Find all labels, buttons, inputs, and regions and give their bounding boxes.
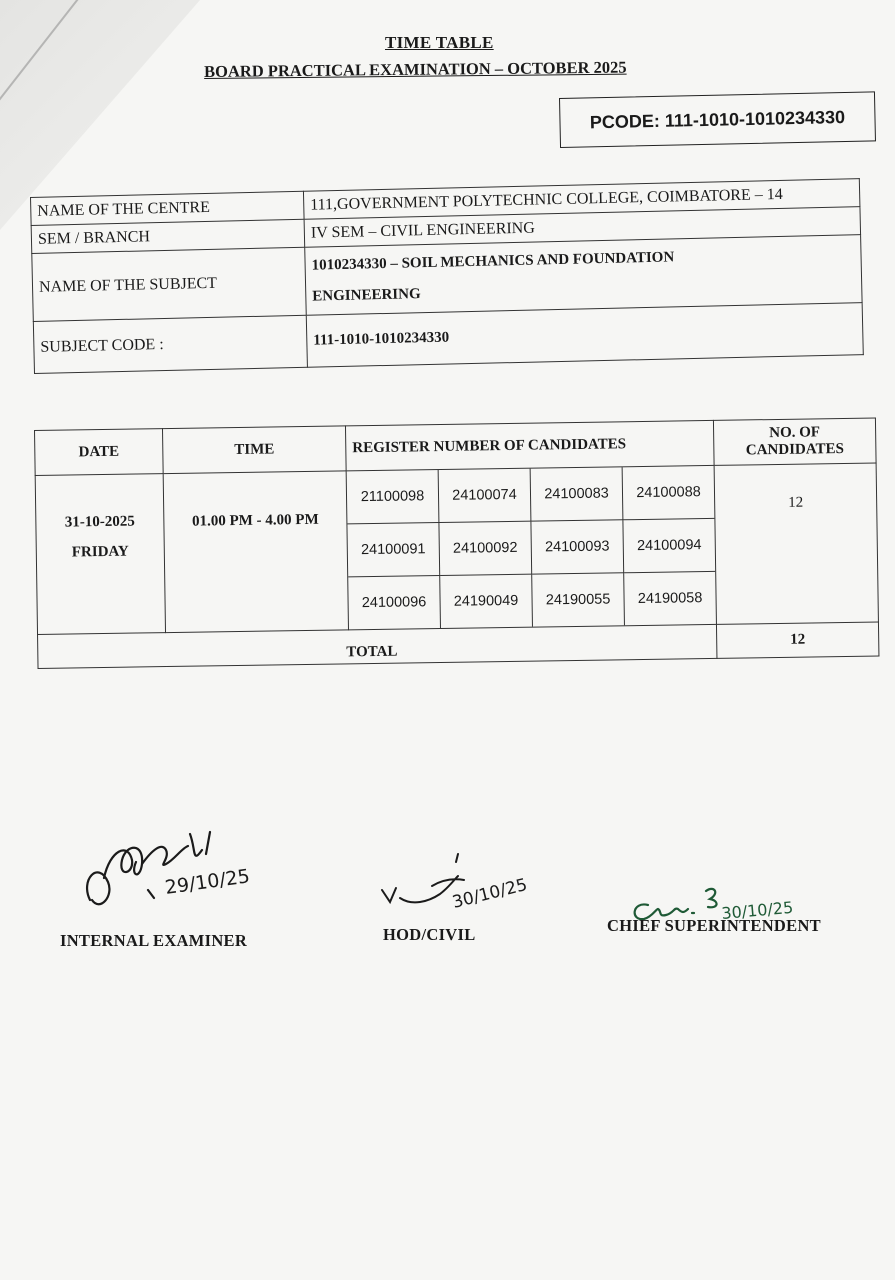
count-header: NO. OF CANDIDATES [713,418,876,465]
branch-value: IV SEM – CIVIL ENGINEERING [304,207,860,248]
pcode-box: PCODE: 111-1010-1010234330 [559,91,876,148]
document-title: TIME TABLE [385,33,494,52]
internal-examiner-date: 29/10/25 [163,865,252,899]
register-number: 24100096 [348,575,440,629]
register-number: 24100083 [530,467,623,521]
total-value: 12 [716,622,878,658]
exam-date: 31-10-2025 [64,513,135,531]
register-number: 24100093 [531,520,624,574]
code-label: SUBJECT CODE : [33,315,307,373]
register-numbers-cell [346,465,716,629]
register-number: 24100088 [622,466,714,520]
time-header: TIME [162,426,346,474]
chief-date: 30/10/25 [720,897,794,923]
subject-line-2: ENGINEERING [312,285,421,305]
exam-info-table [30,178,864,374]
total-label: TOTAL [38,624,717,668]
register-number: 24190055 [532,573,625,627]
subject-value [305,235,862,316]
date-header: DATE [35,429,164,476]
register-number: 24100074 [438,469,531,523]
hod-signature [372,850,572,930]
register-number: 24100092 [439,521,532,575]
exam-day: FRIDAY [71,543,129,561]
register-header: REGISTER NUMBER OF CANDIDATES [345,420,714,470]
code-value: 111-1010-1010234330 [306,303,863,368]
internal-examiner-signature [70,820,290,930]
hod-label: HOD/CIVIL [383,925,476,944]
internal-examiner-label: INTERNAL EXAMINER [60,931,248,950]
register-grid [347,466,716,629]
subject-line-1: 1010234330 – SOIL MECHANICS AND FOUNDATION [311,248,675,274]
centre-value: 111,GOVERNMENT POLYTECHNIC COLLEGE, COIMBATORE – 14 [303,179,859,220]
exam-time: 01.00 PM - 4.00 PM [163,471,348,633]
register-number: 24100094 [623,518,715,572]
date-cell [35,474,165,635]
subject-label: NAME OF THE SUBJECT [32,247,306,321]
register-number: 24100091 [347,523,439,577]
candidate-count: 12 [714,463,878,624]
document-subtitle: BOARD PRACTICAL EXAMINATION – OCTOBER 2025 [204,57,627,81]
register-number: 24190058 [624,571,716,625]
branch-label: SEM / BRANCH [31,219,305,253]
centre-label: NAME OF THE CENTRE [31,191,305,225]
register-number: 21100098 [347,470,439,524]
schedule-table [34,418,879,669]
hod-date: 30/10/25 [450,874,530,913]
register-number: 24190049 [440,574,533,628]
chief-superintendent-label: CHIEF SUPERINTENDENT [607,916,821,935]
